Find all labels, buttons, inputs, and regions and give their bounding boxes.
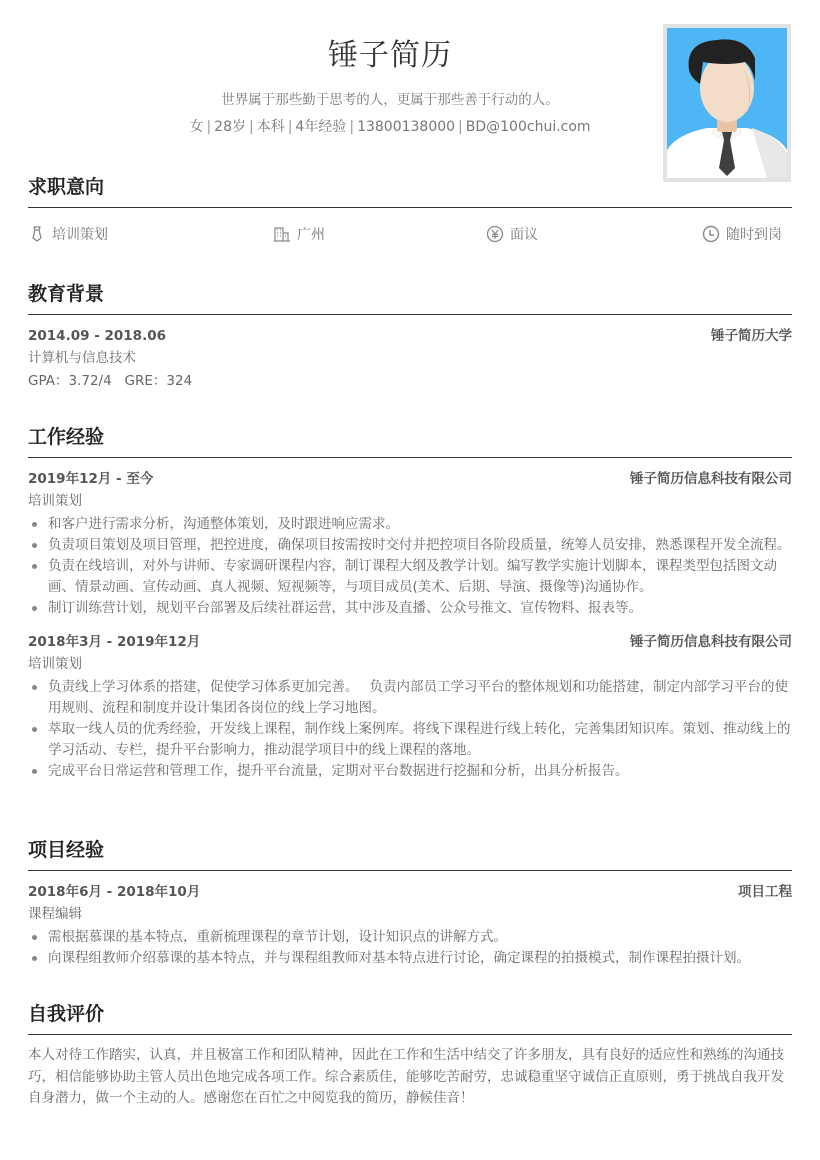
- candidate-name: 锤子简历: [328, 38, 452, 73]
- project-role: 课程编辑: [28, 906, 82, 922]
- work-bullet: 负责项目策划及项目管理，把控进度，确保项目按需按时交付并把控项目各阶段质量，统筹人员安排，熟悉课程开发全流程。: [28, 535, 792, 556]
- work-bullet: 制订训练营计划，规划平台部署及后续社群运营，其中涉及直播、公众号推文、宣传物料、报表等。: [28, 598, 792, 619]
- work-date: 2019年12月 - 至今: [28, 471, 154, 487]
- section-title: 自我评价: [28, 1003, 105, 1025]
- project-bullet: 向课程组教师介绍慕课的基本特点，并与课程组教师对基本特点进行讨论，确定课程的拍摄模式，制作课程拍摄计划。: [28, 948, 792, 969]
- intention-availability: [702, 224, 782, 244]
- work-bullet: 负责线上学习体系的搭建，促使学习体系更加完善。 负责内部员工学习平台的整体规划和功能搭建，制定内部学习平台的使用规则、流程和制度并设计集团各岗位的线上学习地图。: [28, 677, 792, 719]
- education-school: 锤子简历大学: [711, 328, 792, 344]
- tie-icon: [28, 225, 46, 243]
- work-company: 锤子简历信息科技有限公司: [630, 471, 792, 487]
- work-entry: [28, 631, 792, 782]
- work-bullet: 负责在线培训，对外与讲师、专家调研课程内容，制订课程大纲及教学计划。编写教学实施计划脚本，课程类型包括图文动画、情景动画、宣传动画、真人视频、短视频等，与项目成员(美术、后期、导演、摄像等)沟通协作。: [28, 556, 792, 598]
- section-projects: [28, 835, 792, 969]
- info-phone: 13800138000: [357, 119, 456, 135]
- section-title: 求职意向: [28, 176, 105, 198]
- section-divider: [28, 314, 792, 315]
- section-education: [28, 279, 792, 393]
- section-intention: [28, 172, 792, 256]
- education-date: 2014.09 - 2018.06: [28, 328, 166, 344]
- section-title: 项目经验: [28, 839, 105, 861]
- intention-salary: [486, 224, 538, 244]
- info-email: BD@100chui.com: [465, 119, 591, 135]
- resume-header: [28, 0, 792, 170]
- work-entry: [28, 468, 792, 619]
- work-company: 锤子简历信息科技有限公司: [630, 634, 792, 650]
- work-date: 2018年3月 - 2019年12月: [28, 634, 201, 650]
- work-bullet: 完成平台日常运营和管理工作，提升平台流量，定期对平台数据进行挖掘和分析，出具分析报告。: [28, 761, 792, 782]
- section-self-evaluation: [28, 999, 792, 1110]
- project-header-row: [28, 881, 792, 903]
- info-gender: 女: [189, 119, 204, 135]
- intention-city-label: 广州: [297, 227, 325, 243]
- project-date: 2018年6月 - 2018年10月: [28, 884, 201, 900]
- motto: 世界属于那些勤于思考的人，更属于那些善于行动的人。: [221, 92, 559, 108]
- section-divider: [28, 207, 792, 208]
- intention-position-label: 培训策划: [52, 227, 108, 243]
- self-evaluation-text: 本人对待工作踏实，认真，并且极富工作和团队精神，因此在工作和生活中结交了许多朋友，具有良好的适应性和熟练的沟通技巧，相信能够协助主管人员出色地完成各项工作。综合素质佳，能够吃苦耐劳，忠诚稳重坚守诚信正直原则，勇于挑战自我开发自身潜力，做一个主动的人。感谢您在百忙之中阅览我的简历，静候佳音！: [28, 1047, 784, 1106]
- basic-info: [28, 116, 752, 136]
- section-divider: [28, 1034, 792, 1035]
- section-title: 教育背景: [28, 283, 105, 305]
- work-bullets: [28, 514, 792, 619]
- work-bullet: 和客户进行需求分析，沟通整体策划，及时跟进响应需求。: [28, 514, 792, 535]
- info-separator: |: [206, 119, 212, 135]
- education-scores: GPA：3.72/4 GRE：324: [28, 373, 193, 389]
- section-divider: [28, 457, 792, 458]
- clock-icon: [702, 225, 720, 243]
- work-bullets: [28, 677, 792, 782]
- info-degree: 本科: [256, 119, 285, 135]
- work-header-row: [28, 468, 792, 490]
- work-role: 培训策划: [28, 656, 82, 672]
- profile-photo: [663, 24, 791, 182]
- info-separator: |: [248, 119, 254, 135]
- section-divider: [28, 870, 792, 871]
- work-role: 培训策划: [28, 493, 82, 509]
- section-title: 工作经验: [28, 426, 105, 448]
- intention-position: [28, 224, 108, 244]
- project-entry: [28, 881, 792, 969]
- info-separator: |: [287, 119, 293, 135]
- project-bullet: 需根据慕课的基本特点，重新梳理课程的章节计划，设计知识点的讲解方式。: [28, 927, 792, 948]
- work-bullet: 萃取一线人员的优秀经验，开发线上课程，制作线上案例库。将线下课程进行线上转化，完善集团知识库。策划、推动线上的学习活动、专栏，提升平台影响力，推动混学项目中的线上课程的落地。: [28, 719, 792, 761]
- avatar-icon: [667, 28, 787, 178]
- building-icon: [273, 225, 291, 243]
- education-major: 计算机与信息技术: [28, 350, 136, 366]
- info-separator: |: [458, 119, 463, 135]
- intention-list: [28, 216, 792, 256]
- yen-icon: [486, 225, 504, 243]
- intention-city: [273, 224, 325, 244]
- work-header-row: [28, 631, 792, 653]
- project-name: 项目工程: [738, 884, 792, 900]
- education-entry: [28, 325, 792, 393]
- section-work: [28, 422, 792, 782]
- info-separator: |: [349, 119, 355, 135]
- resume-page: [28, 0, 792, 1106]
- info-experience: 4年经验: [295, 119, 347, 135]
- intention-availability-label: 随时到岗: [726, 227, 782, 243]
- education-header-row: [28, 325, 792, 347]
- intention-salary-label: 面议: [510, 227, 538, 243]
- project-bullets: [28, 927, 792, 969]
- info-age: 28岁: [214, 119, 246, 135]
